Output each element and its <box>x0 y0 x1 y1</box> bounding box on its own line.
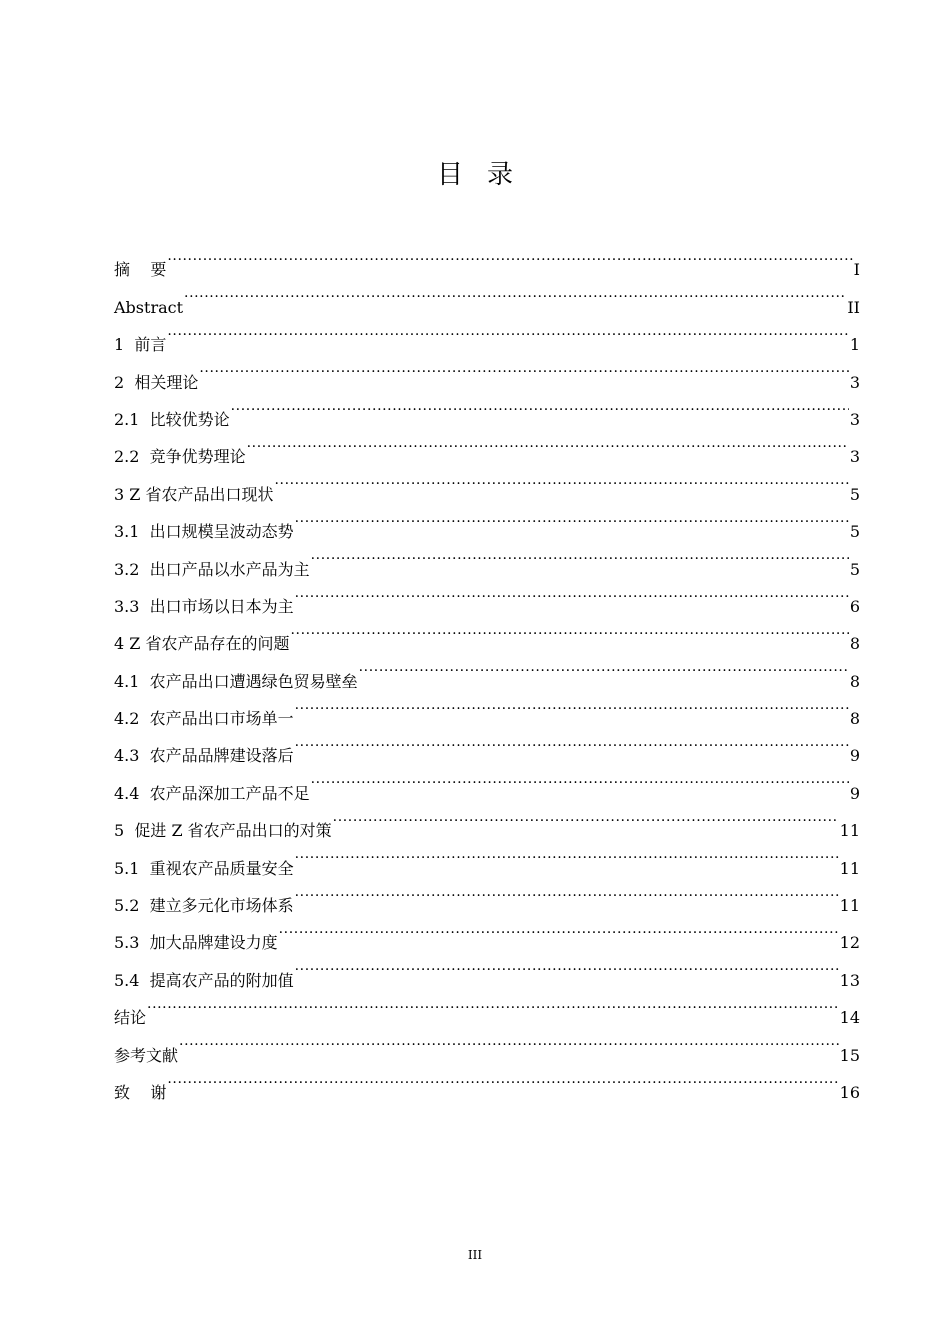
toc-entry-page: 14 <box>839 1008 860 1028</box>
toc-entry[interactable] <box>114 238 860 280</box>
toc-leader-dots <box>167 1061 838 1098</box>
toc-leader-dots <box>311 761 849 798</box>
toc-leader-dots <box>359 649 849 686</box>
toc-entry-page: 8 <box>849 671 860 691</box>
toc-entry[interactable] <box>114 986 860 1028</box>
toc-entry-label: 致 谢 <box>114 1082 167 1102</box>
toc-entry-page: 3 <box>849 447 860 467</box>
toc-entry-page: 11 <box>839 896 860 916</box>
toc-entry-page: 1 <box>849 335 860 355</box>
toc-entry-label: 5.2 建立多元化市场体系 <box>114 896 294 916</box>
toc-entry-page: 3 <box>849 372 860 392</box>
toc-entry-label: 5.1 重视农产品质量安全 <box>114 858 294 878</box>
toc-entry-page: 8 <box>849 709 860 729</box>
toc-entry-label: 4 Z 省农产品存在的问题 <box>114 634 290 654</box>
page-title <box>0 158 950 192</box>
toc-leader-dots <box>199 350 848 387</box>
toc-entry-label: 结论 <box>114 1008 147 1028</box>
toc-entry-label: 1 前言 <box>114 335 167 355</box>
title-part-2: 录 <box>487 160 514 190</box>
toc-entry[interactable] <box>114 1061 860 1102</box>
toc-leader-dots <box>311 537 849 574</box>
toc-entry-label: 4.1 农产品出口遭遇绿色贸易壁垒 <box>114 671 358 691</box>
toc-entry-label: 4.4 农产品深加工产品不足 <box>114 783 310 803</box>
toc-entry-label: 2.1 比较优势论 <box>114 409 230 429</box>
toc-entry-label: 4.2 农产品出口市场单一 <box>114 709 294 729</box>
toc-entry-label: 3 Z 省农产品出口现状 <box>114 484 274 504</box>
toc-entry-page: 5 <box>849 484 860 504</box>
toc-entry-page: 13 <box>839 970 860 990</box>
toc-entry-label: 2 相关理论 <box>114 372 199 392</box>
toc-leader-dots <box>295 874 839 911</box>
toc-entry-page: 6 <box>849 596 860 616</box>
toc-entry-page: 16 <box>839 1082 860 1102</box>
toc-entry-page: 5 <box>849 522 860 542</box>
toc-leader-dots <box>274 462 848 499</box>
toc-entry-page: 9 <box>849 783 860 803</box>
toc-entry-label: 摘 要 <box>114 260 167 280</box>
toc-leader-dots <box>290 612 848 649</box>
toc-leader-dots <box>279 911 839 948</box>
toc-entry-label: Abstract <box>114 297 184 317</box>
toc-entry[interactable] <box>114 313 860 355</box>
toc-entry-page: 8 <box>849 634 860 654</box>
toc-leader-dots <box>231 388 849 425</box>
toc-entry-label: 5 促进 Z 省农产品出口的对策 <box>114 821 332 841</box>
toc-entry-page: 3 <box>849 409 860 429</box>
toc-leader-dots <box>295 575 849 612</box>
toc-entry[interactable] <box>114 350 860 392</box>
toc-leader-dots <box>184 275 846 312</box>
toc-leader-dots <box>147 986 839 1023</box>
toc-leader-dots <box>295 724 849 761</box>
toc-leader-dots <box>167 313 848 350</box>
toc-leader-dots <box>167 238 852 275</box>
toc-entry-label: 4.3 农产品品牌建设落后 <box>114 746 294 766</box>
toc-leader-dots <box>333 799 839 836</box>
toc-entry-page: 11 <box>839 858 860 878</box>
toc-leader-dots <box>295 500 849 537</box>
toc-entry-page: II <box>847 297 860 317</box>
table-of-contents <box>114 238 860 1102</box>
toc-entry[interactable] <box>114 275 860 317</box>
toc-entry-label: 3.1 出口规模呈波动态势 <box>114 522 294 542</box>
toc-leader-dots <box>295 687 849 724</box>
toc-entry-label: 5.3 加大品牌建设力度 <box>114 933 278 953</box>
toc-entry-label: 3.2 出口产品以水产品为主 <box>114 559 310 579</box>
toc-entry-page: 15 <box>839 1045 860 1065</box>
toc-entry-label: 5.4 提高农产品的附加值 <box>114 970 294 990</box>
toc-entry-label: 3.3 出口市场以日本为主 <box>114 596 294 616</box>
toc-entry-label: 参考文献 <box>114 1045 179 1065</box>
page-number: III <box>467 1248 483 1262</box>
toc-entry[interactable] <box>114 388 860 429</box>
toc-entry-page: 9 <box>849 746 860 766</box>
toc-leader-dots <box>295 836 839 873</box>
toc-entry-page: I <box>853 260 860 280</box>
toc-entry-page: 12 <box>839 933 860 953</box>
toc-entry-page: 5 <box>849 559 860 579</box>
toc-entry-label: 2.2 竞争优势理论 <box>114 447 246 467</box>
toc-leader-dots <box>179 1023 839 1060</box>
toc-leader-dots <box>247 425 849 462</box>
toc-entry[interactable] <box>114 1023 860 1065</box>
toc-leader-dots <box>295 948 839 985</box>
toc-entry-page: 11 <box>839 821 860 841</box>
title-part-1: 目 <box>436 160 463 190</box>
